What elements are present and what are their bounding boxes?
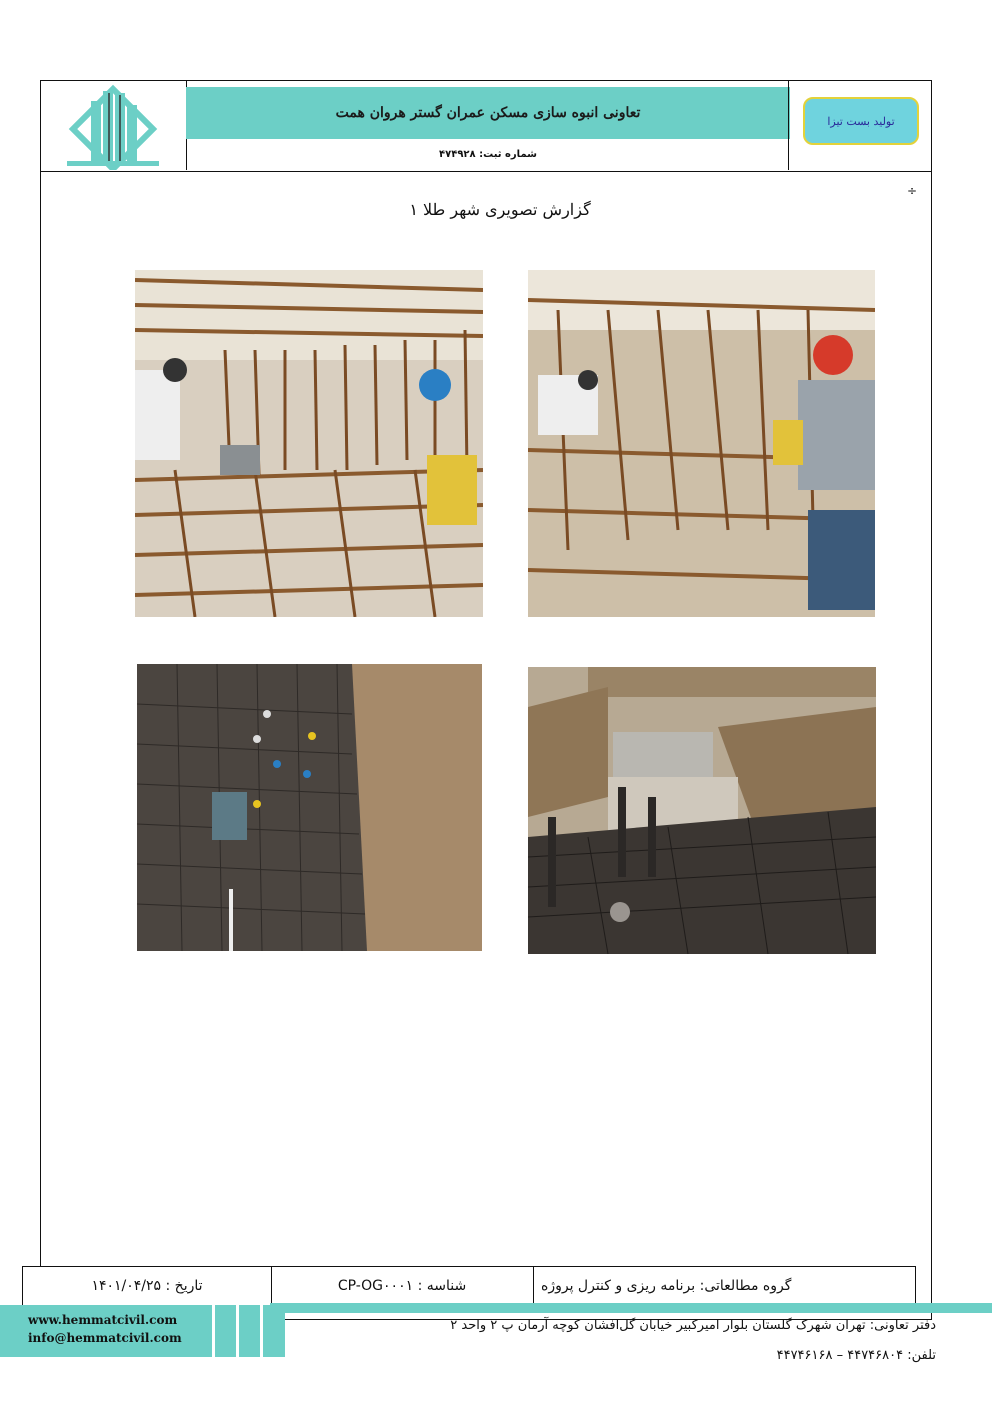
office-phone: تلفن: ۴۴۷۴۶۸۰۴ – ۴۴۷۴۶۱۶۸: [776, 1348, 936, 1363]
photo-excavation-site: [528, 667, 876, 954]
photo-rebar-cage-right: [528, 270, 875, 617]
footer-date: تاریخ : ۱۴۰۱/۰۴/۲۵: [23, 1267, 272, 1304]
company-logo: [41, 81, 187, 170]
building-logo-icon: [41, 81, 186, 170]
footer-info-table: [22, 1266, 916, 1306]
footer-band-divider: [212, 1305, 215, 1357]
email-link[interactable]: info@hemmatcivil.com: [28, 1331, 182, 1345]
photo-wall-mesh: [137, 664, 482, 951]
footer-contact: [28, 1311, 182, 1347]
partner-logo-badge: [803, 97, 919, 145]
footer-band-divider: [260, 1305, 263, 1357]
partner-logo: [788, 81, 931, 170]
footer-study-group: گروه مطالعاتی: برنامه ریزی و کنترل پروژه: [541, 1277, 792, 1294]
office-address: دفتر تعاونی: تهران شهرک گلستان بلوار امیرکبیر خیابان گل‌افشان کوچه آرمان پ ۲ واحد ۲: [450, 1318, 936, 1333]
org-name: تعاونی انبوه سازی مسکن عمران گستر هروان همت: [335, 105, 641, 121]
document-header: [40, 80, 932, 172]
website-link[interactable]: www.hemmatcivil.com: [28, 1313, 178, 1327]
divide-mark: ÷: [907, 184, 918, 198]
footer-accent-line: [270, 1303, 992, 1313]
photo-rebar-cage-left: [135, 270, 483, 617]
registration-number: شماره ثبت: ۴۷۴۹۲۸: [439, 148, 537, 160]
report-title: گزارش تصویری شهر طلا ۱: [409, 200, 591, 219]
partner-logo-text: تولید بست تیزا: [827, 114, 895, 128]
footer-document-id: شناسه : CP-OG۰۰۰۱: [271, 1267, 534, 1304]
footer-band-divider: [236, 1305, 239, 1357]
org-title-band: [186, 87, 790, 139]
